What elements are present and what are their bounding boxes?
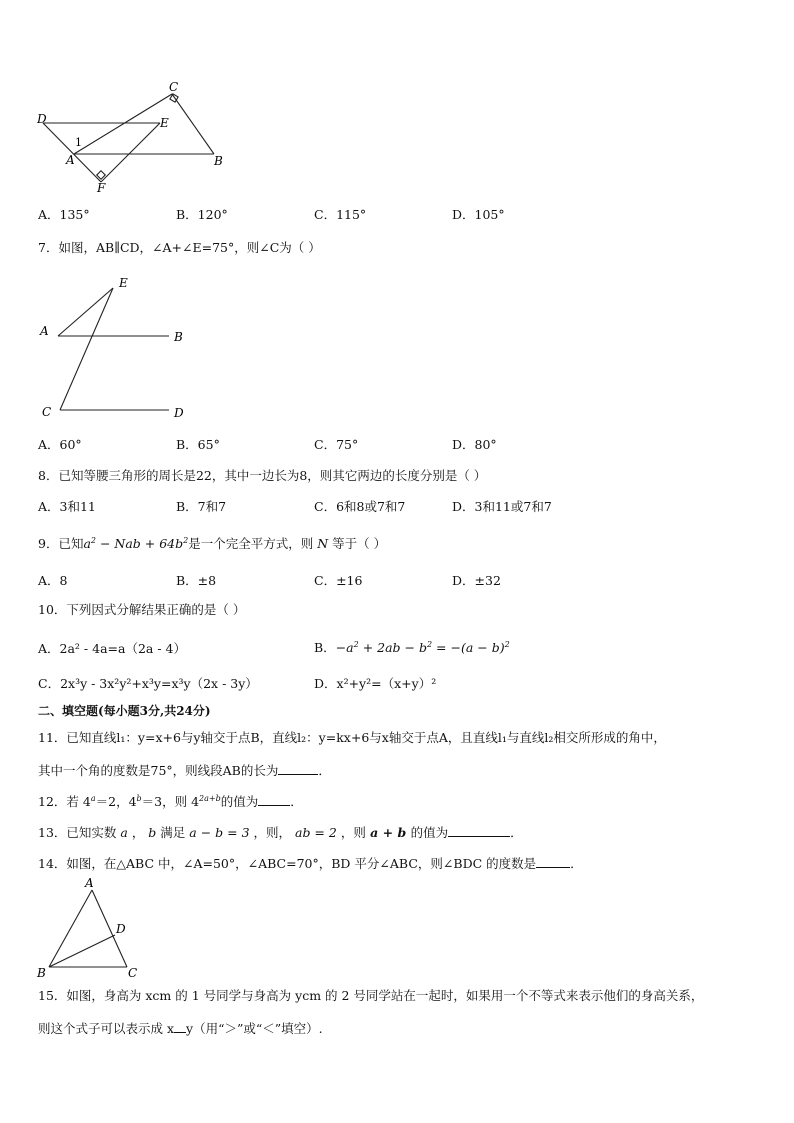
q13-text2: 满足 [160,825,186,840]
q8-stem: 8．已知等腰三角形的周长是22，其中一边长为8，则其它两边的长度分别是（ ） [38,468,487,483]
q8-option-d: D．3和11或7和7 [452,499,552,514]
q13-end: ． [510,825,523,840]
q7-option-c: C．75° [314,437,359,452]
q10-option-c: C．2x³y - 3x²y²+x³y=x³y（2x - 3y） [38,676,258,691]
q9-suffix: 是一个完全平方式，则 [188,536,314,552]
q13-text: 13．已知实数 [38,825,117,840]
q15-line1: 15．如图，身高为 xcm 的 1 号同学与身高为 ycm 的 2 号同学站在一起时，如果用一个不等式来表示他们的身高关系， [38,988,704,1003]
q6-label-e: E [160,116,169,130]
q6-option-d: D．105° [452,207,505,222]
q6-option-a: A．135° [38,207,90,222]
q8-option-c: C．6和8或7和7 [314,499,406,514]
q9-option-c: C．±16 [314,573,363,588]
q14-label-a: A [85,876,94,890]
q9-stem [38,537,386,551]
q13-text3: ，则 [253,825,279,840]
q6-label-f: F [97,181,106,195]
q12-suffix: 的值为 [220,794,259,809]
q6-label-d: D [37,112,47,126]
q7-option-d: D．80° [452,437,497,452]
q9-option-a: A．8 [38,573,68,588]
q12-mid: ＝2，4 [95,794,137,809]
q13-text4: 的值为 [410,825,449,840]
q6-label-1: 1 [75,136,82,149]
q7-label-d: D [174,406,184,420]
q7-label-a: A [40,324,49,338]
q6-option-b: B．120° [176,207,228,222]
q9-tail: 等于（ ） [332,536,387,552]
q6-label-b: B [214,154,223,168]
q8-option-a: A．3和11 [38,499,96,514]
q7-label-c: C [42,405,52,419]
q11-answer-blank[interactable] [278,763,318,775]
q6-option-c: C．115° [314,207,367,222]
q10-option-b-prefix: B． [314,640,336,656]
q7-option-b: B．65° [176,437,220,452]
q12-stem: 12．若 $4^a=2$，$4^b=3$，则 $4^{2a+b}$的值为 ． [38,793,303,809]
q10-option-a: A．2a² - 4a=a（2a - 4） [38,641,186,656]
q12-answer-blank[interactable] [258,794,290,806]
q13-answer-blank[interactable] [448,825,510,837]
q12-mid2: ＝3，则 4 [141,794,200,809]
q14-label-b: B [37,966,46,980]
q6-figure [34,80,234,195]
q14-stem [38,856,583,871]
q6-label-c: C [169,80,179,94]
section-2-heading: 二、填空题(每小题3分,共24分) [38,704,211,718]
q10-option-b-formula: $-a^2 + 2ab - b^2 = -(a - b)^2$ [335,640,510,656]
q14-figure [34,876,144,980]
q14-label-d: D [116,922,126,936]
q14-end: ． [570,856,583,871]
q9-option-d: D．±32 [452,573,501,588]
q13-text3b: ，则 [340,825,366,840]
q9-expression: $a^2$ − Nab + $64b^2$ [83,536,189,552]
q14-stem-text: 14．如图，在△ABC 中，∠A=50°，∠ABC=70°，BD 平分∠ABC，则∠BDC 的度数是 [38,856,537,871]
q15-line2b: y（用“＞”或“＜”填空）. [186,1021,323,1036]
q11-line2-text: 其中一个角的度数是75°，则线段AB的长为 [38,763,279,778]
q13-stem: 13．已知实数 a ， b 满足 a − b = 3 ，则， ab = 2 ，则 a + b 的值为 ． [38,825,523,840]
q11-line1: 11．已知直线l₁：y=x+6与y轴交于点B，直线l₂：y=kx+6与x轴交于点A，且直线l₁与直线l₂相交所形成的角中， [38,730,666,745]
q7-option-a: A．60° [38,437,82,452]
q7-label-e: E [119,276,128,290]
q15-line2a: 则这个式子可以表示成 x [38,1021,175,1036]
q14-answer-blank[interactable] [536,856,570,868]
q9-prefix: 9．已知 [38,536,84,552]
q9-variable: N [313,536,333,552]
q8-option-b: B．7和7 [176,499,227,514]
q11-end: ． [318,763,331,778]
q12-prefix: 12．若 4 [38,794,91,809]
q14-label-c: C [128,966,138,980]
q15-line2 [38,1021,323,1036]
q10-option-d: D．x²+y²=（x+y）² [314,676,437,691]
q9-option-b: B．±8 [176,573,217,588]
q7-stem: 7．如图，AB∥CD，∠A+∠E=75°，则∠C为（ ） [38,240,321,255]
q7-figure [34,272,194,422]
q15-answer-blank[interactable] [174,1021,186,1033]
q10-option-b [314,641,510,655]
q7-label-b: B [174,330,183,344]
q10-stem: 10．下列因式分解结果正确的是（ ） [38,602,246,617]
q11-line2 [38,763,331,778]
q12-end: ． [290,794,303,809]
q6-label-a: A [66,153,75,167]
